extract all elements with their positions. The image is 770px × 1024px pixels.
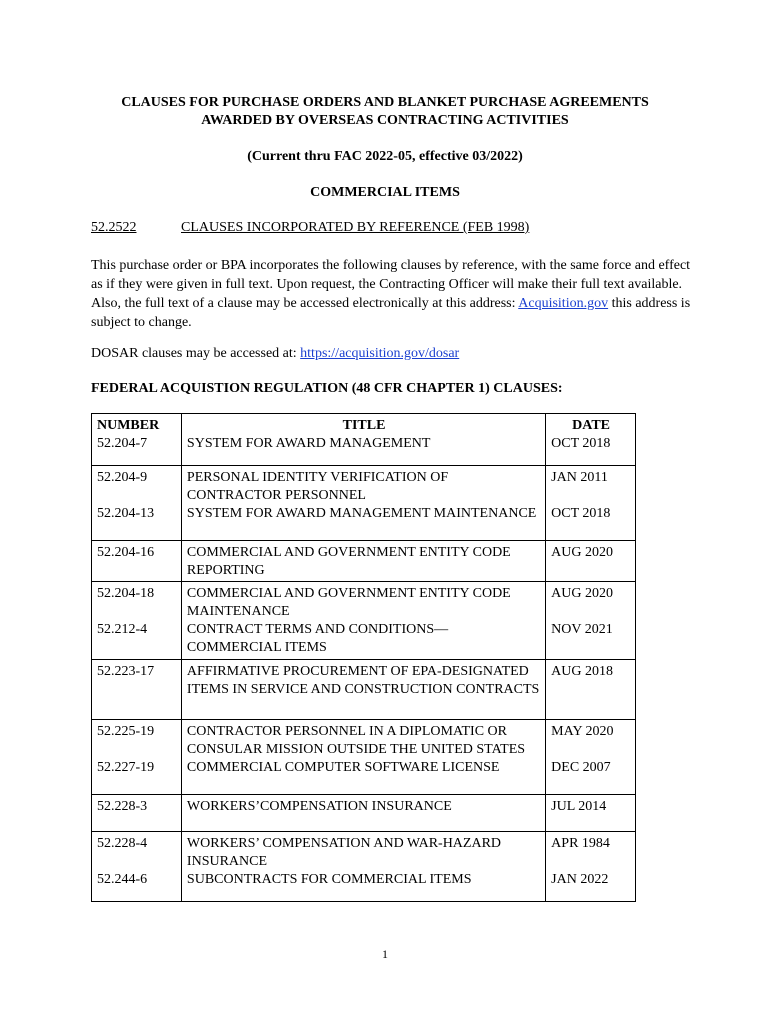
intro-text: This purchase order or BPA incorporates the following clauses by reference, with the same force and effect as if they were given in full text. Upon request, the Contracting Officer will make their full text available. Also, the full text of a clause may be accessed electronically at this address:	[91, 258, 691, 311]
table-row	[92, 466, 636, 541]
clause-row-number: 52.228-3	[97, 799, 148, 814]
clause-row-title: CONTRACT TERMS AND CONDITIONS— COMMERCIAL ITEMS	[186, 622, 449, 655]
clause-row-title: SUBCONTRACTS FOR COMMERCIAL ITEMS	[186, 872, 472, 887]
number-cell	[92, 660, 182, 720]
number-cell	[92, 720, 182, 795]
clause-row-title: WORKERS’COMPENSATION INSURANCE	[186, 799, 452, 814]
date-cell	[546, 720, 636, 795]
number-cell	[92, 414, 182, 466]
clause-row-number: 52.204-18	[97, 586, 155, 601]
date-header: DATE	[572, 418, 611, 433]
date-cell	[546, 795, 636, 832]
far-clauses-heading: FEDERAL ACQUISTION REGULATION (48 CFR CHAPTER 1) CLAUSES:	[91, 381, 563, 396]
title-cell	[181, 720, 545, 795]
clause-number: 52.2522	[91, 220, 137, 235]
document-title	[60, 94, 710, 130]
date-cell	[546, 541, 636, 582]
clause-row-date: AUG 2020	[551, 545, 614, 560]
current-thru-note: (Current thru FAC 2022-05, effective 03/2022)	[247, 149, 523, 164]
clause-row-date: JAN 2011	[551, 470, 608, 485]
clause-row-number: 52.204-16	[97, 545, 155, 560]
table-row	[92, 582, 636, 660]
clause-row-number: 52.244-6	[97, 872, 148, 887]
title-cell	[181, 414, 545, 466]
clause-row-date: OCT 2018	[551, 436, 611, 451]
date-cell	[546, 414, 636, 466]
clause-row-date: AUG 2020	[551, 586, 614, 601]
clause-row-title: COMMERCIAL AND GOVERNMENT ENTITY CODE MAINTENANCE	[186, 586, 511, 619]
table-row	[92, 795, 636, 832]
date-cell	[546, 832, 636, 902]
clause-row-number: 52.228-4	[97, 836, 148, 851]
table-row	[92, 541, 636, 582]
intro-paragraph	[91, 256, 691, 332]
date-cell	[546, 466, 636, 541]
clause-row-title: AFFIRMATIVE PROCUREMENT OF EPA-DESIGNATED ITEMS IN SERVICE AND CONSTRUCTION CONTRACTS	[186, 664, 540, 697]
clauses-table	[91, 413, 636, 902]
table-row	[92, 660, 636, 720]
clause-row-date: JUL 2014	[551, 799, 607, 814]
date-cell	[546, 582, 636, 660]
title-cell	[181, 582, 545, 660]
clause-row-title: CONTRACTOR PERSONNEL IN A DIPLOMATIC OR CONSULAR MISSION OUTSIDE THE UNITED STATES	[186, 724, 526, 757]
title-cell	[181, 795, 545, 832]
clause-row-date: AUG 2018	[551, 664, 614, 679]
clause-row-date: DEC 2007	[551, 760, 611, 775]
clause-row-number: 52.212-4	[97, 622, 148, 637]
clause-row-date: OCT 2018	[551, 506, 611, 521]
title-cell	[181, 832, 545, 902]
number-header: NUMBER	[97, 418, 160, 433]
table-header-row	[92, 414, 636, 466]
number-cell	[92, 541, 182, 582]
clause-row-date: MAY 2020	[551, 724, 614, 739]
date-cell	[546, 660, 636, 720]
clause-row-title: SYSTEM FOR AWARD MANAGEMENT	[186, 436, 431, 451]
clause-row-number: 52.204-9	[97, 470, 148, 485]
clause-row-number: 52.223-17	[97, 664, 155, 679]
title-line-2: AWARDED BY OVERSEAS CONTRACTING ACTIVITIES	[201, 113, 569, 128]
clause-row-number: 52.204-7	[97, 436, 148, 451]
clause-row-number: 52.227-19	[97, 760, 155, 775]
number-cell	[92, 582, 182, 660]
clause-row-title: SYSTEM FOR AWARD MANAGEMENT MAINTENANCE	[186, 506, 537, 521]
number-cell	[92, 466, 182, 541]
clause-row-title: WORKERS’ COMPENSATION AND WAR-HAZARD INSURANCE	[186, 836, 502, 869]
clause-title: CLAUSES INCORPORATED BY REFERENCE (FEB 1998)	[181, 220, 530, 235]
title-cell	[181, 660, 545, 720]
clause-row-number: 52.204-13	[97, 506, 155, 521]
acquisition-gov-link[interactable]: Acquisition.gov	[518, 296, 609, 311]
clause-row-date: APR 1984	[551, 836, 610, 851]
clause-row-date: NOV 2021	[551, 622, 613, 637]
clause-row-title: PERSONAL IDENTITY VERIFICATION OF CONTRACTOR PERSONNEL	[186, 470, 449, 503]
dosar-text: DOSAR clauses may be accessed at:	[91, 346, 301, 361]
number-cell	[92, 795, 182, 832]
title-line-1: CLAUSES FOR PURCHASE ORDERS AND BLANKET PURCHASE AGREEMENTS	[121, 95, 649, 110]
clause-row-number: 52.225-19	[97, 724, 155, 739]
table-row	[92, 720, 636, 795]
commercial-items-heading: COMMERCIAL ITEMS	[310, 185, 460, 200]
title-cell	[181, 466, 545, 541]
number-cell	[92, 832, 182, 902]
title-cell	[181, 541, 545, 582]
clause-row-title: COMMERCIAL COMPUTER SOFTWARE LICENSE	[186, 760, 500, 775]
intro-text-after: this address is subject to change.	[91, 296, 691, 330]
table-row	[92, 832, 636, 902]
dosar-paragraph	[91, 344, 691, 363]
dosar-link[interactable]: https://acquisition.gov/dosar	[300, 346, 460, 361]
clause-row-date: JAN 2022	[551, 872, 609, 887]
clause-row-title: COMMERCIAL AND GOVERNMENT ENTITY CODE REPORTING	[186, 545, 511, 578]
page-number: 1	[382, 947, 388, 961]
title-header: TITLE	[342, 418, 386, 433]
